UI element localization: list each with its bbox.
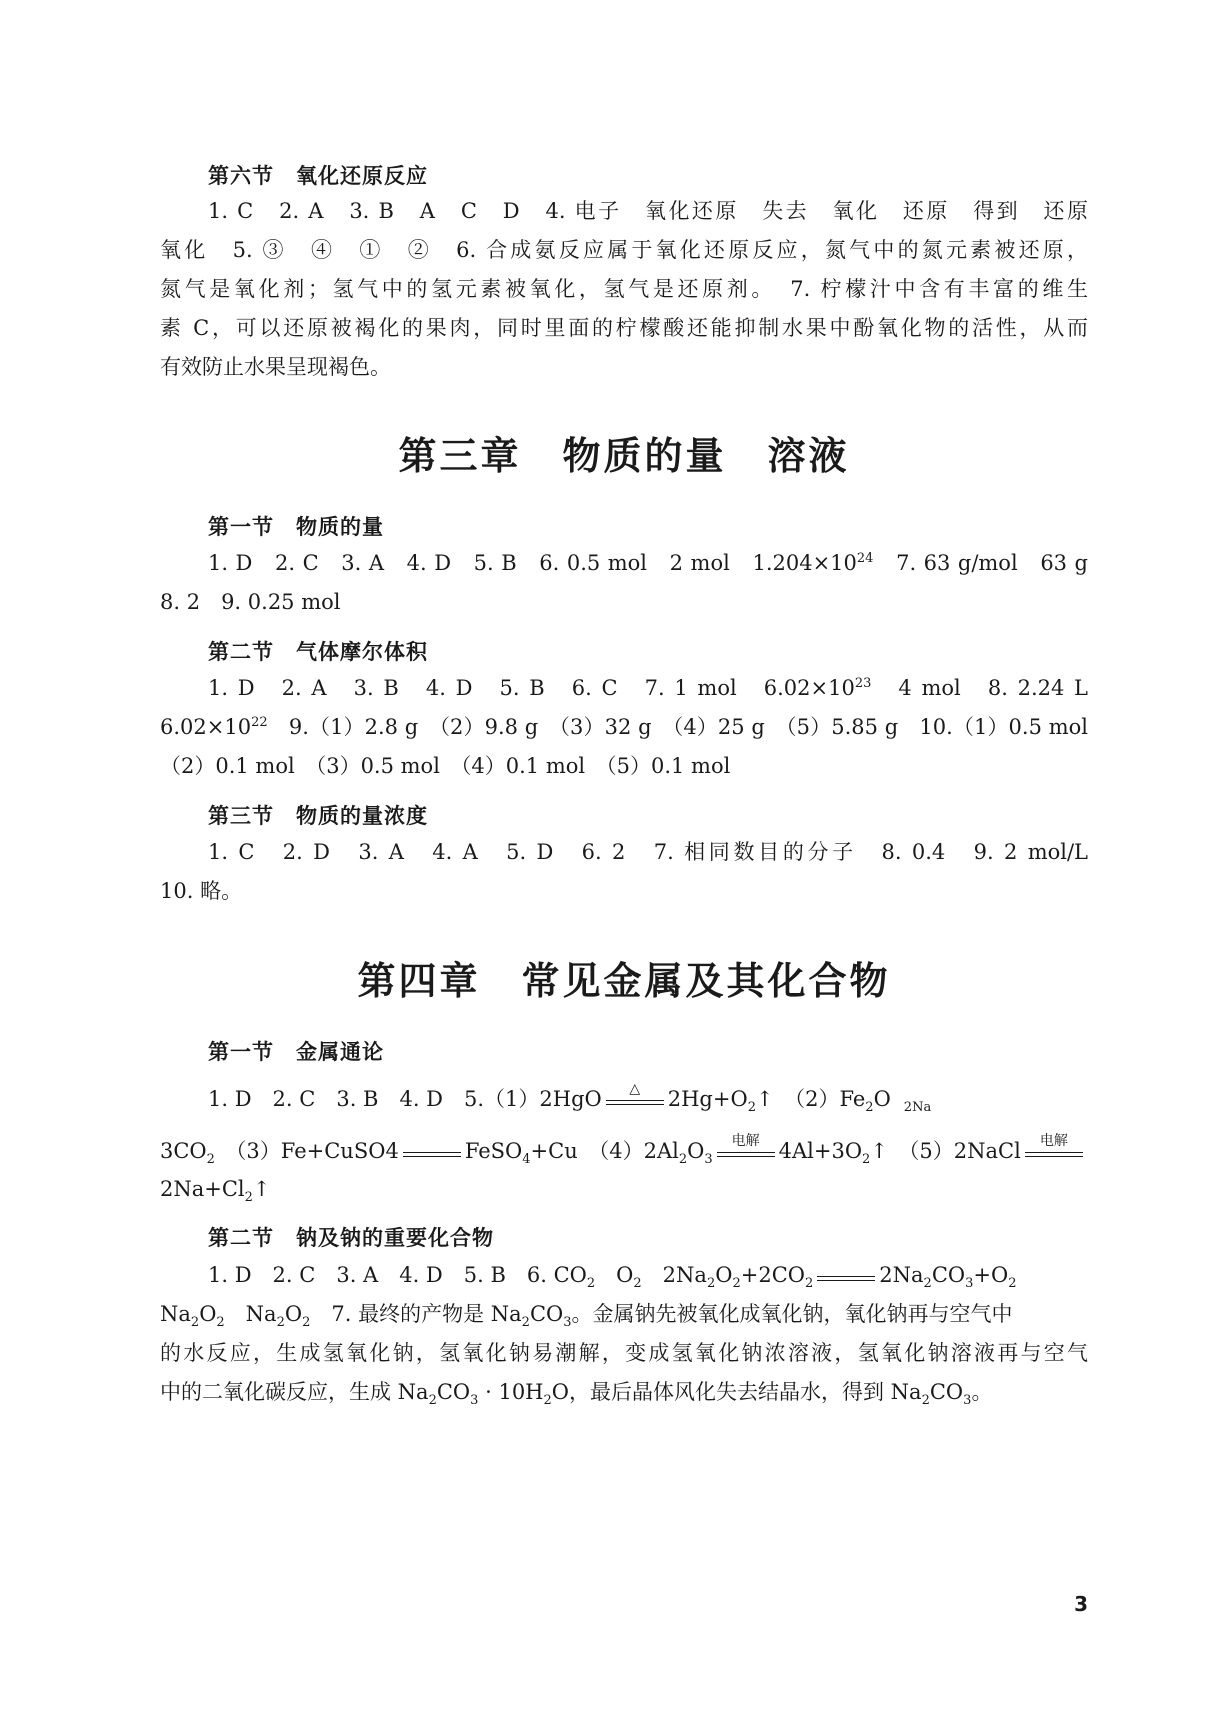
paragraph-line: 8. 2 9. 0.25 mol [160, 590, 341, 614]
paragraph-line: 有效防止水果呈现褐色。 [160, 355, 391, 379]
paragraph-line: 的水反应，生成氢氧化钠，氢氧化钠易潮解，变成氢氧化钠浓溶液，氢氧化钠溶液再与空气 [160, 1341, 1088, 1365]
reaction-condition-equals [401, 1143, 463, 1163]
paragraph-line: $Na_2O_2$ $Na_2O_2$ 7. 最终的产物是 $Na_2CO_3$。金属钠先被氧化成氧化钠，氧化钠再与空气中 [160, 1302, 1013, 1330]
page-number: 3 [1074, 1592, 1088, 1616]
paragraph-line: （2）0.1 mol （3）0.5 mol （4）0.1 mol （5）0.1 mol [160, 754, 731, 778]
paragraph-line: 1. C 2. D 3. A 4. A 5. D 6. 2 7. 相同数目的分子 8. 0.4 9. 2 mol/L [208, 840, 1088, 864]
paragraph-line: $6.02\times 10^{22}$ 9.（1）2.8 g （2）9.8 g （3）32 g （4）25 g （5）5.85 g 10.（1）0.5 mol [160, 715, 1088, 739]
paragraph-line: 氧化 5. ③ ④ ① ② 6. 合成氨反应属于氧化还原反应，氮气中的氮元素被还原， [160, 238, 1088, 262]
equation-line: 1. D 2. C 3. A 4. D 5. B 6. $CO_2$ $O_2$ $2Na_2O_2+2CO_2$ $2Na_2CO_3+O_2$ [208, 1263, 1017, 1291]
equation-line: $3CO_2$ （3）Fe+CuSO4 FeSO$_4$+Cu $(4)2Al_2O_3$ 电解 $4Al+3O_2↑$ （5）2NaCl 电解 [160, 1130, 1088, 1172]
paragraph-line: 氮气是氧化剂；氢气中的氢元素被氧化，氢气是还原剂。 7. 柠檬汁中含有丰富的维生 [160, 277, 1088, 301]
paragraph-line: 中的二氧化碳反应，生成 $Na_2CO_3 \cdot 10H_2O$，最后晶体风化失去结晶水，得到 $Na_2CO_3$。 [160, 1380, 993, 1408]
document-page [160, 0, 1088, 1723]
paragraph-line: 1. D 2. C 3. A 4. D 5. B 6. 0.5 mol 2 mol $1.204\times 10^{24}$ 7. 63 g/mol 63 g [208, 551, 1088, 575]
section-title-4-2: 第二节 钠及钠的重要化合物 [208, 1226, 494, 1250]
reaction-condition-heat: △ [604, 1091, 666, 1111]
paragraph-line: 1. C 2. A 3. B A C D 4. 电子 氧化还原 失去 氧化 还原 得到 还原 [208, 199, 1088, 223]
paragraph-line: 10. 略。 [160, 879, 243, 903]
paragraph-line: 1. D 2. A 3. B 4. D 5. B 6. C 7. 1 mol $6.02\times 10^{23}$ 4 mol 8. 2.24 L [208, 676, 1088, 700]
section-title-6: 第六节 氧化还原反应 [208, 164, 428, 188]
reaction-condition-electrolysis: 电解 [1023, 1143, 1085, 1163]
section-title-3-3: 第三节 物质的量浓度 [208, 804, 428, 828]
equation-line: 1. D 2. C 3. B 4. D 5.（1）2HgO △ $2Hg+O_2↑$ $(2)Fe_2O$ $_{2Na}$ [208, 1080, 932, 1115]
reaction-condition-equals [815, 1267, 877, 1287]
chapter-title-3: 第三章 物质的量 溶液 [398, 434, 850, 478]
equation-line: $2Na+Cl_2↑$ [160, 1177, 271, 1205]
chapter-title-4: 第四章 常见金属及其化合物 [357, 959, 891, 1003]
section-title-3-2: 第二节 气体摩尔体积 [208, 640, 428, 664]
reaction-condition-electrolysis: 电解 [715, 1143, 777, 1163]
section-title-3-1: 第一节 物质的量 [208, 515, 384, 539]
paragraph-line: 素 C，可以还原被褐化的果肉，同时里面的柠檬酸还能抑制水果中酚氧化物的活性，从而 [160, 316, 1088, 340]
section-title-4-1: 第一节 金属通论 [208, 1040, 384, 1064]
